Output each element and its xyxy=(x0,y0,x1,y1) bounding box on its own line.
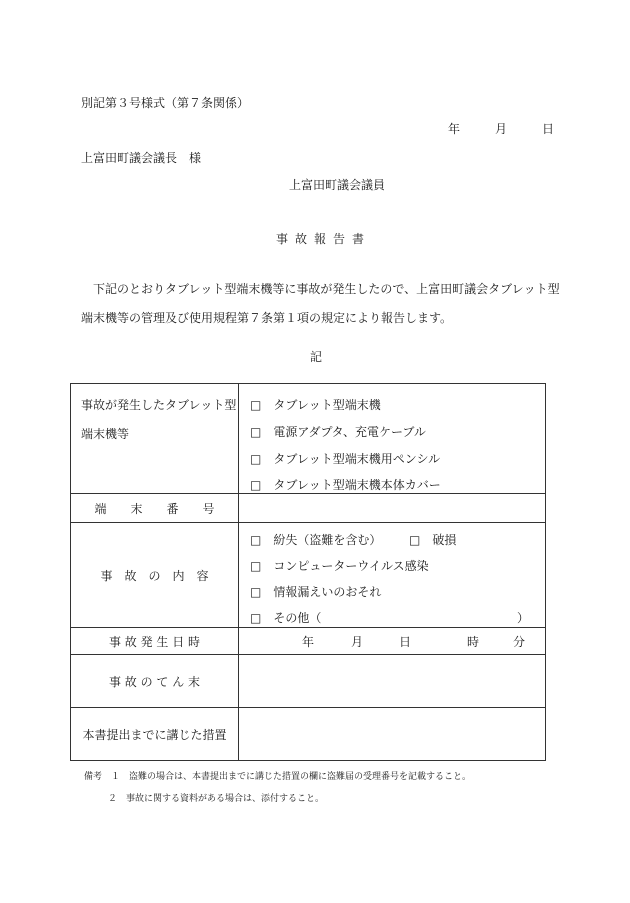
datetime-value-cell[interactable] xyxy=(239,628,546,655)
report-table xyxy=(70,383,546,761)
row-incident xyxy=(71,523,546,628)
datetime-label: 事 故 発 生 日 時 xyxy=(108,634,201,649)
device-label-line-2: 端末機等 xyxy=(81,427,130,441)
date-month: 月 xyxy=(495,122,508,136)
terminal-number-value[interactable] xyxy=(239,494,546,523)
body-text-line-2: 端末機等の管理及び使用規程第７条第１項の規定により報告します。 xyxy=(81,311,453,325)
incident-label: 事 故 の 内 容 xyxy=(100,568,209,583)
incident-option-damage[interactable]: □ 破損 xyxy=(409,533,457,547)
sender: 上富田町議会議員 xyxy=(289,178,386,192)
measures-value[interactable] xyxy=(239,708,546,761)
date-year: 年 xyxy=(448,122,461,136)
note-line-2: ２ 事故に関する資料がある場合は、添付すること。 xyxy=(108,794,325,804)
row-circumstances xyxy=(71,655,546,708)
incident-option-other[interactable]: □ その他（ xyxy=(250,611,322,625)
terminal-number-label-cell xyxy=(71,494,239,523)
form-code: 別記第３号様式（第７条関係） xyxy=(81,96,250,110)
incident-options-cell xyxy=(239,523,546,628)
device-option-tablet[interactable]: □ タブレット型端末機 xyxy=(250,398,381,412)
device-label-cell xyxy=(71,384,239,494)
dt-year: 年 xyxy=(302,635,315,649)
incident-option-virus[interactable]: □ コンピューターウイルス感染 xyxy=(250,559,429,573)
incident-other-close: ） xyxy=(517,611,530,625)
circumstances-value[interactable] xyxy=(239,655,546,708)
circumstances-label-cell xyxy=(71,655,239,708)
row-measures xyxy=(71,708,546,761)
device-options-cell xyxy=(239,384,546,494)
measures-label-cell xyxy=(71,708,239,761)
incident-option-leak[interactable]: □ 情報漏えいのおそれ xyxy=(250,585,382,599)
ki-heading: 記 xyxy=(310,350,323,364)
note-line-1: 備考 １ 盗難の場合は、本書提出までに講じた措置の欄に盗難届の受理番号を記載すること。 xyxy=(84,772,472,782)
incident-option-loss[interactable]: □ 紛失（盗難を含む） xyxy=(250,533,382,547)
dt-hour: 時 xyxy=(467,635,480,649)
incident-label-cell xyxy=(71,523,239,628)
date-line xyxy=(448,120,554,137)
body-text-line-1: 下記のとおりタブレット型端末機等に事故が発生したので、上富田町議会タブレット型 xyxy=(93,282,560,296)
circumstances-label: 事 故 の て ん 末 xyxy=(108,674,201,689)
device-option-pencil[interactable]: □ タブレット型端末機用ペンシル xyxy=(250,452,441,466)
row-device xyxy=(71,384,546,494)
dt-month: 月 xyxy=(351,635,364,649)
device-option-adapter[interactable]: □ 電源アダプタ、充電ケーブル xyxy=(250,425,426,439)
row-datetime xyxy=(71,628,546,655)
device-label-line-1: 事故が発生したタブレット型 xyxy=(81,398,237,412)
dt-minute: 分 xyxy=(513,635,526,649)
row-terminal-number xyxy=(71,494,546,523)
date-day: 日 xyxy=(542,122,555,136)
addressee: 上富田町議会議長 様 xyxy=(81,151,202,165)
datetime-label-cell xyxy=(71,628,239,655)
document-title: 事故報告書 xyxy=(276,232,372,246)
device-option-cover[interactable]: □ タブレット型端末機本体カバー xyxy=(250,478,441,492)
terminal-number-label: 端 末 番 号 xyxy=(94,501,215,516)
dt-day: 日 xyxy=(399,635,412,649)
measures-label: 本書提出までに講じた措置 xyxy=(82,727,227,742)
